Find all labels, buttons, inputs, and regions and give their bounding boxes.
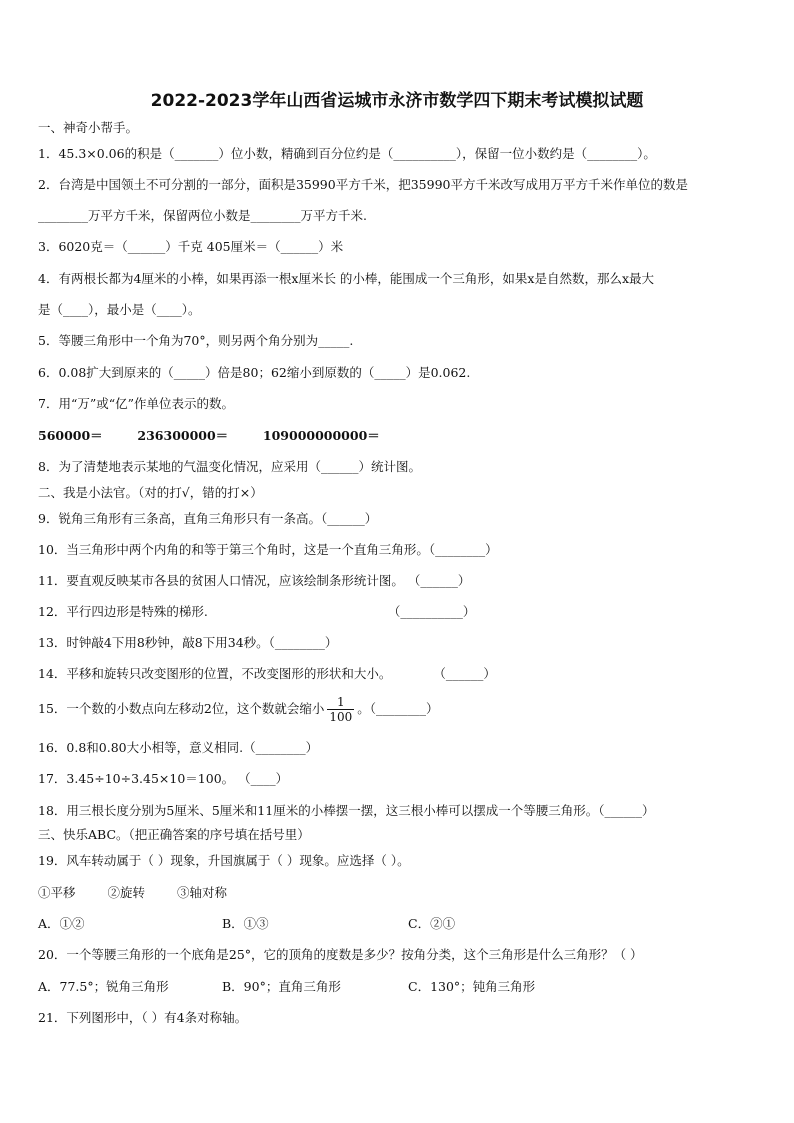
q20-option-a: A．77.5°；锐角三角形 [38, 979, 169, 994]
fraction-denominator: 100 [329, 710, 353, 724]
q12-text: 12．平行四边形是特殊的梯形. [38, 604, 208, 619]
question-18: 18．用三根长度分别为5厘米、5厘米和11厘米的小棒摆一摆，这三根小棒可以摆成一个等腰三角形。（______） [38, 803, 655, 818]
q20-option-b: B．90°；直角三角形 [222, 979, 341, 994]
q19-item-1: ①平移 [38, 885, 76, 900]
question-3: 3．6020克＝（______）千克 405厘米＝（______）米 [38, 239, 344, 254]
question-9: 9．锐角三角形有三条高，直角三角形只有一条高。（______） [38, 511, 378, 526]
question-2-line-2: ________万平方千米，保留两位小数是________万平方千米. [38, 208, 367, 223]
question-20: 20．一个等腰三角形的一个底角是25°，它的顶角的度数是多少？按角分类，这个三角形是什么三角形？（ ） [38, 947, 643, 962]
fraction-numerator: 1 [327, 695, 354, 710]
q19-option-c: C．②① [408, 916, 456, 931]
question-4-line-2: 是（____），最小是（____）。 [38, 302, 201, 317]
question-14 [38, 666, 496, 682]
question-7-answers [38, 428, 380, 444]
question-1: 1．45.3×0.06的积是（_______）位小数，精确到百分位约是（__________），保留一位小数约是（________）。 [38, 146, 656, 161]
question-2-line-1: 2．台湾是中国领土不可分割的一部分，面积是35990平方千米，把35990平方千米改写成用万平方千米作单位的数是 [38, 177, 688, 192]
q19-option-a: A．①② [38, 916, 85, 931]
question-17: 17．3.45÷10÷3.45×10＝100。 （____） [38, 771, 289, 786]
question-20-options [38, 979, 535, 995]
section-3-heading: 三、快乐ABC。（把正确答案的序号填在括号里） [38, 827, 310, 842]
q12-answer: （__________） [387, 604, 476, 619]
q14-answer: （______） [433, 666, 496, 681]
q19-item-2: ②旋转 [107, 885, 145, 900]
q7-item-1: 560000＝ [38, 428, 103, 443]
section-2-heading: 二、我是小法官。（对的打√，错的打×） [38, 485, 263, 500]
q15-answer: 。（________） [357, 701, 439, 716]
question-6: 6．0.08扩大到原来的（_____）倍是80；62缩小到原数的（_____）是0.062. [38, 365, 471, 380]
question-15 [38, 692, 439, 726]
question-19-options [38, 916, 455, 932]
page-title: 2022-2023学年山西省运城市永济市数学四下期末考试模拟试题 [150, 91, 644, 111]
question-11: 11．要直观反映某市各县的贫困人口情况，应该绘制条形统计图。 （______） [38, 573, 471, 588]
fraction-one-hundredth [327, 695, 354, 724]
question-5: 5．等腰三角形中一个角为70°，则另两个角分别为_____. [38, 333, 354, 348]
q19-option-b: B．①③ [222, 916, 269, 931]
question-19: 19．风车转动属于（ ）现象，升国旗属于（ ）现象。应选择（ ）。 [38, 853, 410, 868]
q19-item-3: ③轴对称 [176, 885, 227, 900]
question-4-line-1: 4．有两根长都为4厘米的小棒，如果再添一根x厘米长 的小棒，能围成一个三角形，如果x是自然数，那么x最大 [38, 271, 655, 286]
question-19-items [38, 885, 227, 901]
question-16: 16．0.8和0.80大小相等，意义相同.（________） [38, 740, 319, 755]
question-10: 10．当三角形中两个内角的和等于第三个角时，这是一个直角三角形。（________） [38, 542, 498, 557]
q14-text: 14．平移和旋转只改变图形的位置，不改变图形的形状和大小。 [38, 666, 392, 681]
q20-option-c: C．130°；钝角三角形 [408, 979, 536, 994]
q7-item-2: 236300000＝ [137, 428, 229, 443]
question-7: 7．用“万”或“亿”作单位表示的数。 [38, 396, 235, 411]
question-8: 8．为了清楚地表示某地的气温变化情况，应采用（______）统计图。 [38, 459, 421, 474]
question-13: 13．时钟敲4下用8秒钟，敲8下用34秒。（________） [38, 635, 338, 650]
q15-text: 15．一个数的小数点向左移动2位，这个数就会缩小 [38, 701, 325, 716]
question-21: 21．下列图形中，（ ）有4条对称轴。 [38, 1010, 248, 1025]
q7-item-3: 109000000000＝ [262, 428, 380, 443]
section-1-heading: 一、神奇小帮手。 [38, 120, 139, 135]
question-12 [38, 604, 475, 620]
